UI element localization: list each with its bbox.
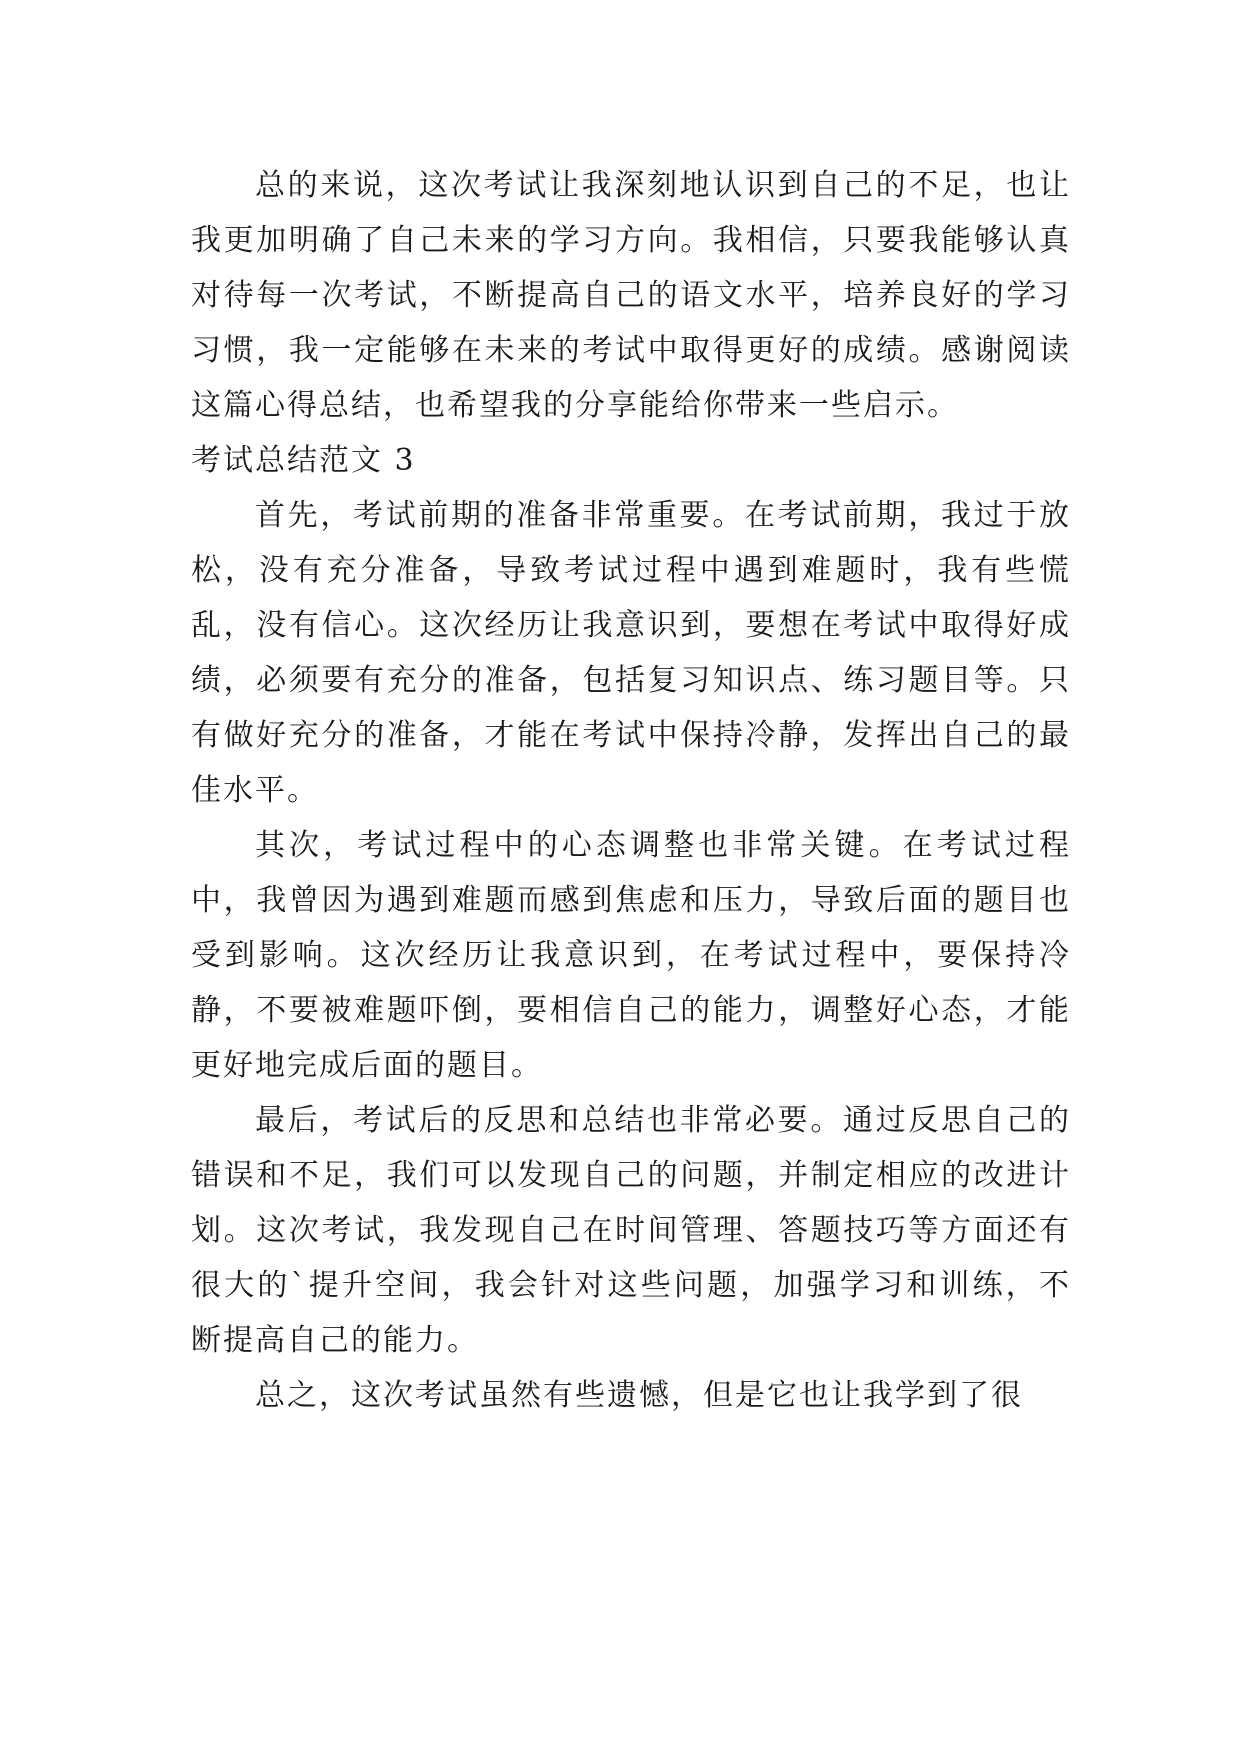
section-heading: 考试总结范文 3 bbox=[191, 443, 416, 478]
paragraph-preparation: 首先，考试前期的准备非常重要。在考试前期，我过于放松，没有充分准备，导致考试过程中遇到难题时，我有些慌乱，没有信心。这次经历让我意识到，要想在考试中取得好成绩，必须要有充分的准备，包括复习知识点、练习题目等。只有做好充分的准备，才能在考试中保持冷静，发挥出自己的最佳水平。 bbox=[191, 498, 1071, 808]
document-body bbox=[191, 158, 1071, 1423]
paragraph-mindset: 其次，考试过程中的心态调整也非常关键。在考试过程中，我曾因为遇到难题而感到焦虑和压力，导致后面的题目也受到影响。这次经历让我意识到，在考试过程中，要保持冷静，不要被难题吓倒，要相信自己的能力，调整好心态，才能更好地完成后面的题目。 bbox=[191, 828, 1071, 1083]
paragraph-reflection: 最后，考试后的反思和总结也非常必要。通过反思自己的错误和不足，我们可以发现自己的问题，并制定相应的改进计划。这次考试，我发现自己在时间管理、答题技巧等方面还有很大的`提升空间，我会针对这些问题，加强学习和训练，不断提高自己的能力。 bbox=[191, 1103, 1071, 1358]
paragraph-conclusion: 总的来说，这次考试让我深刻地认识到自己的不足，也让我更加明确了自己未来的学习方向。我相信，只要我能够认真对待每一次考试，不断提高自己的语文水平，培养良好的学习习惯，我一定能够在未来的考试中取得更好的成绩。感谢阅读这篇心得总结，也希望我的分享能给你带来一些启示。 bbox=[191, 168, 1071, 423]
paragraph-summary: 总之，这次考试虽然有些遗憾，但是它也让我学到了很 bbox=[255, 1378, 1023, 1413]
